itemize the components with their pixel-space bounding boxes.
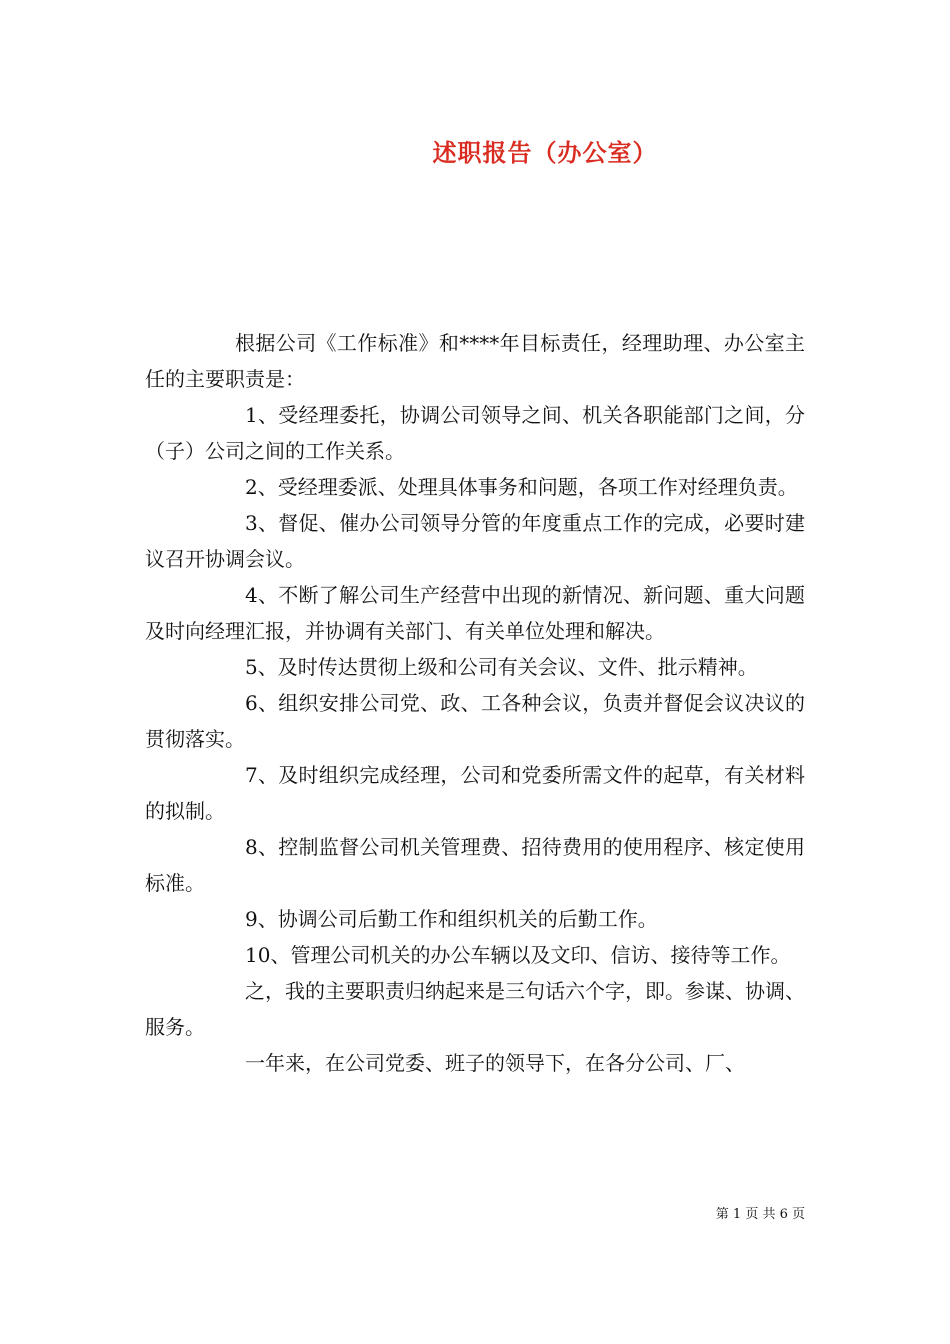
paragraph-item-9: 9、协调公司后勤工作和组织机关的后勤工作。 (245, 907, 658, 931)
paragraph-item-1: 1、受经理委托，协调公司领导之间、机关各职能部门之间，分（子）公司之间的工作关系。 (145, 403, 805, 463)
paragraph-item-4: 4、不断了解公司生产经营中出现的新情况、新问题、重大问题及时向经理汇报，并协调有关部门、有关单位处理和解决。 (145, 583, 805, 643)
paragraph-item-2: 2、受经理委派、处理具体事务和问题，各项工作对经理负责。 (245, 475, 798, 499)
page-number-footer: 第 1 页 共 6 页 (715, 1207, 805, 1222)
paragraph-intro: 根据公司《工作标准》和****年目标责任，经理助理、办公室主任的主要职责是： (145, 331, 805, 391)
paragraph-item-3: 3、督促、催办公司领导分管的年度重点工作的完成，必要时建议召开协调会议。 (145, 511, 805, 571)
document-title: 述职报告（办公室） (432, 138, 658, 167)
paragraph-item-5: 5、及时传达贯彻上级和公司有关会议、文件、批示精神。 (245, 655, 758, 679)
paragraph-item-8: 8、控制监督公司机关管理费、招待费用的使用程序、核定使用标准。 (145, 835, 805, 895)
paragraph-year-review: 一年来，在公司党委、班子的领导下，在各分公司、厂、 (245, 1051, 745, 1075)
document-body (145, 325, 805, 1081)
paragraph-summary: 之，我的主要职责归纳起来是三句话六个字，即。参谋、协调、服务。 (145, 979, 805, 1039)
paragraph-item-6: 6、组织安排公司党、政、工各种会议，负责并督促会议决议的贯彻落实。 (145, 691, 805, 751)
paragraph-item-10: 10、管理公司机关的办公车辆以及文印、信访、接待等工作。 (245, 943, 791, 967)
paragraph-item-7: 7、及时组织完成经理，公司和党委所需文件的起草，有关材料的拟制。 (145, 763, 805, 823)
